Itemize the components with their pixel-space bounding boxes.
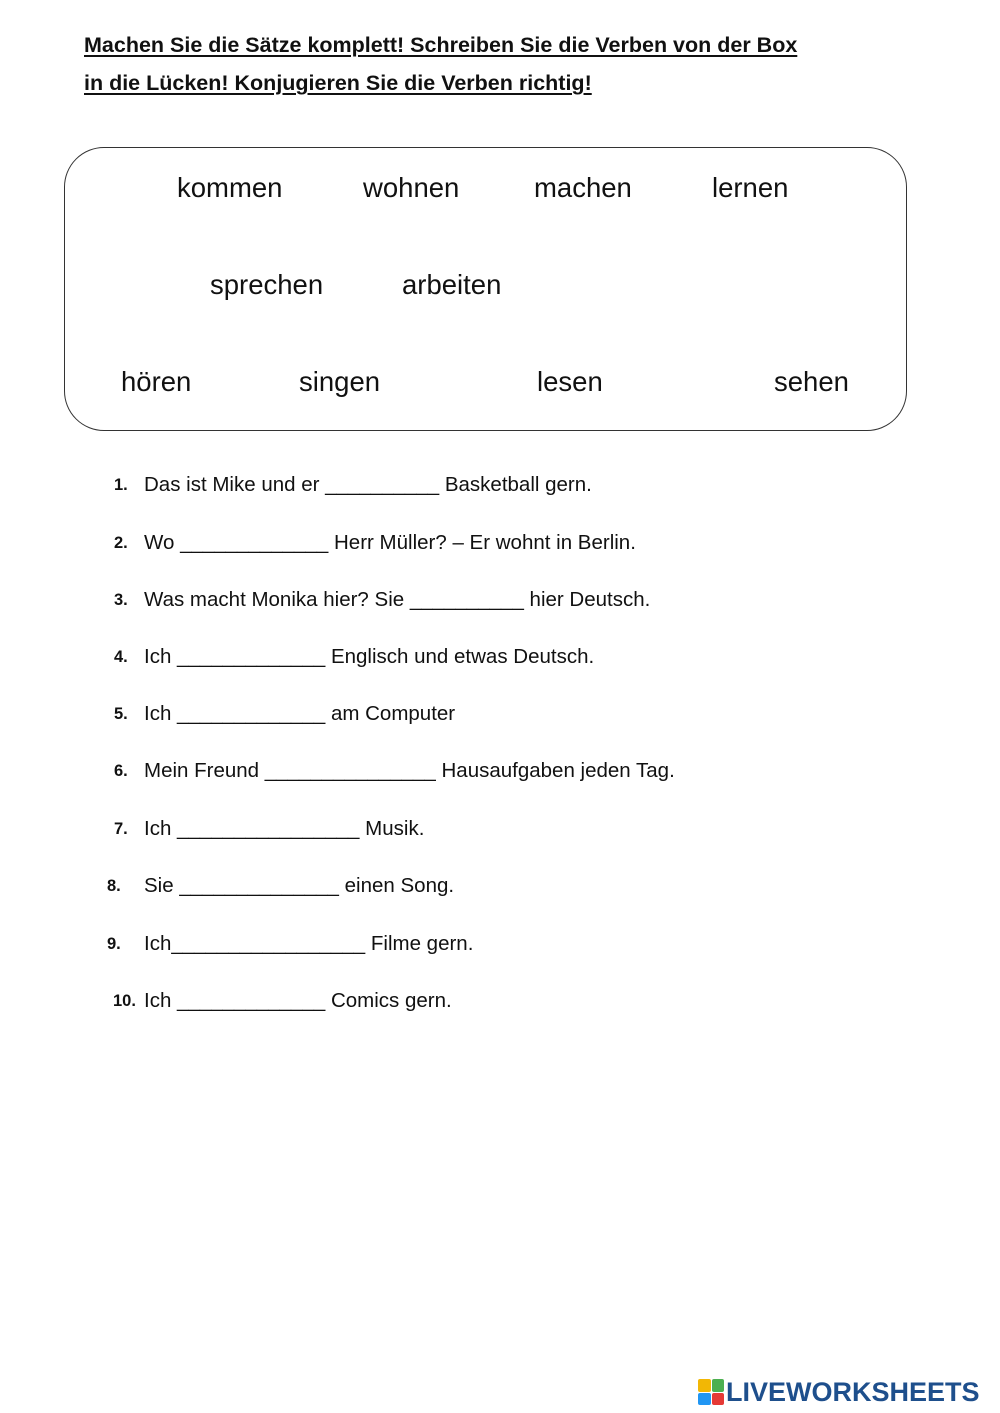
exercise-sentence[interactable]: Das ist Mike und er __________ Basketball gern. <box>144 473 592 496</box>
exercise-sentence[interactable]: Ich _____________ Englisch und etwas Deutsch. <box>144 645 595 668</box>
exercise-sentence[interactable]: Ich ________________ Musik. <box>144 817 425 840</box>
exercise-sentence[interactable]: Sie ______________ einen Song. <box>144 874 455 897</box>
exercise-sentence[interactable]: Ich _____________ am Computer <box>144 702 456 725</box>
verb-lesen[interactable]: lesen <box>537 366 603 397</box>
verb-lernen[interactable]: lernen <box>712 172 789 203</box>
verb-wohnen[interactable]: wohnen <box>363 172 460 203</box>
exercise-number: 8. <box>107 877 121 895</box>
exercise-number: 7. <box>114 820 128 838</box>
logo-mark-tile <box>712 1379 725 1392</box>
exercise-number: 3. <box>114 591 128 609</box>
exercise-number: 9. <box>107 935 121 953</box>
exercise-number: 2. <box>114 534 128 552</box>
verb-sprechen[interactable]: sprechen <box>210 269 324 300</box>
exercise-number: 5. <box>114 705 128 723</box>
verb-kommen[interactable]: kommen <box>177 172 283 203</box>
logo-mark-tile <box>712 1393 725 1406</box>
verb-hoeren[interactable]: hören <box>121 366 192 397</box>
instructions-line-2: in die Lücken! Konjugieren Sie die Verben richtig! <box>84 71 592 95</box>
instructions-line-1: Machen Sie die Sätze komplett! Schreiben Sie die Verben von der Box <box>84 33 798 57</box>
exercise-sentence[interactable]: Ich _____________ Comics gern. <box>144 989 452 1012</box>
exercise-number: 10. <box>113 992 136 1010</box>
exercise-sentence[interactable]: Was macht Monika hier? Sie __________ hier Deutsch. <box>144 588 651 611</box>
exercise-number: 6. <box>114 762 128 780</box>
exercise-sentence[interactable]: Wo _____________ Herr Müller? – Er wohnt in Berlin. <box>144 531 636 554</box>
exercise-number: 4. <box>114 648 128 666</box>
logo-mark-tile <box>698 1379 711 1392</box>
exercise-sentence[interactable]: Mein Freund _______________ Hausaufgaben jeden Tag. <box>144 759 675 782</box>
exercise-number: 1. <box>114 476 128 494</box>
exercise-sentence[interactable]: Ich_________________ Filme gern. <box>144 932 474 955</box>
verb-arbeiten[interactable]: arbeiten <box>402 269 502 300</box>
logo-mark-tile <box>698 1393 711 1406</box>
instructions-heading <box>84 26 884 102</box>
liveworksheets-logo[interactable] <box>698 1377 980 1407</box>
verb-sehen[interactable]: sehen <box>774 366 849 397</box>
liveworksheets-logo-mark-icon <box>698 1379 724 1405</box>
verb-machen[interactable]: machen <box>534 172 632 203</box>
liveworksheets-logo-text: LIVEWORKSHEETS <box>726 1377 980 1407</box>
verb-singen[interactable]: singen <box>299 366 381 397</box>
